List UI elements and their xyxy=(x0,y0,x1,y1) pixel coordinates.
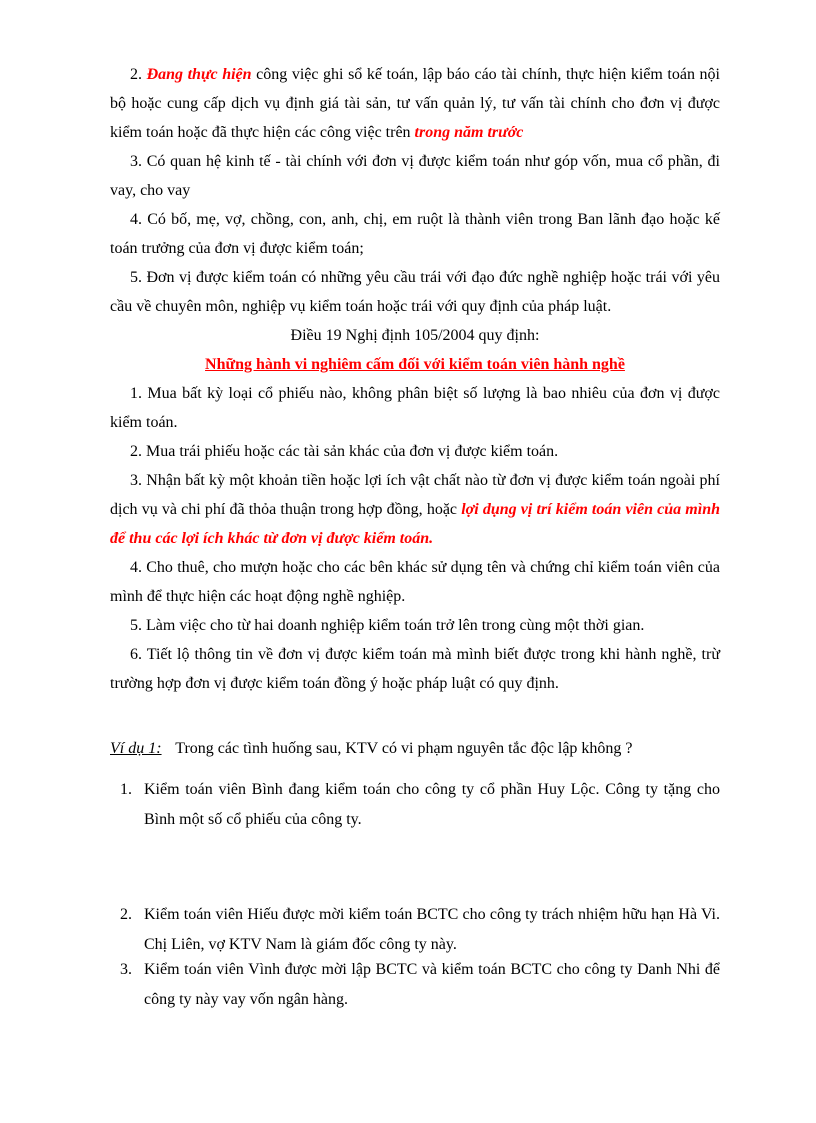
emphasis: Đang thực hiện xyxy=(146,66,252,83)
article-item-4: 4. Cho thuê, cho mượn hoặc cho các bên khác sử dụng tên và chứng chỉ kiểm toán viên của mình để thực hiện các hoạt động nghề nghiệp. xyxy=(110,559,720,605)
list-item: 3. Kiểm toán viên Vình được mời lập BCTC và kiểm toán BCTC cho công ty Danh Nhi để công ty này vay vốn ngân hàng. xyxy=(120,961,720,1008)
article-title: Những hành vi nghiêm cấm đối với kiểm toán viên hành nghề xyxy=(205,356,625,373)
paragraph-5: 5. Đơn vị được kiểm toán có những yêu cầu trái với đạo đức nghề nghiệp hoặc trái với yêu cầu về chuyên môn, nghiệp vụ kiểm toán hoặc trái với quy định của pháp luật. xyxy=(110,269,720,315)
article-item-2: 2. Mua trái phiếu hoặc các tài sản khác của đơn vị được kiểm toán. xyxy=(130,443,559,460)
example-question: Trong các tình huống sau, KTV có vi phạm nguyên tắc độc lập không ? xyxy=(175,740,633,757)
article-item-1: 1. Mua bất kỳ loại cổ phiếu nào, không phân biệt số lượng là bao nhiêu của đơn vị được kiểm toán. xyxy=(110,385,720,431)
article-item-5: 5. Làm việc cho từ hai doanh nghiệp kiểm toán trở lên trong cùng một thời gian. xyxy=(130,617,645,634)
article-item-6: 6. Tiết lộ thông tin về đơn vị được kiểm toán mà mình biết được trong khi hành nghề, trừ trường hợp đơn vị được kiểm toán đồng ý hoặc pháp luật có quy định. xyxy=(110,646,720,692)
example-label: Ví dụ 1: xyxy=(110,740,162,757)
emphasis: trong năm trước xyxy=(414,124,524,141)
list-item: 1. Kiểm toán viên Bình đang kiểm toán cho công ty cổ phần Huy Lộc. Công ty tặng cho Bình một số cổ phiếu của công ty. xyxy=(120,781,720,828)
emphasis: lợi dụng vị trí kiểm toán viên của mình để thu các lợi ích khác từ đơn vị được kiểm toán. xyxy=(110,501,720,547)
document-body xyxy=(110,60,720,698)
paragraph-4: 4. Có bố, mẹ, vợ, chồng, con, anh, chị, em ruột là thành viên trong Ban lãnh đạo hoặc kế toán trưởng của đơn vị được kiểm toán; xyxy=(110,211,720,257)
paragraph-2: 2. Đang thực hiện công việc ghi sổ kế toán, lập báo cáo tài chính, thực hiện kiểm toán nội bộ hoặc cung cấp dịch vụ định giá tài sản, tư vấn quản lý, tư vấn tài chính cho đơn vị được kiểm toán hoặc đã thực hiện các công việc trên trong năm trước xyxy=(110,66,720,141)
paragraph-3: 3. Có quan hệ kinh tế - tài chính với đơn vị được kiểm toán như góp vốn, mua cổ phần, đi vay, cho vay xyxy=(110,153,720,199)
article-heading: Điều 19 Nghị định 105/2004 quy định: xyxy=(290,327,540,344)
example-heading xyxy=(110,734,633,763)
article-item-3: 3. Nhận bất kỳ một khoản tiền hoặc lợi ích vật chất nào từ đơn vị được kiểm toán ngoài phí dịch vụ và chi phí đã thỏa thuận trong hợp đồng, hoặc lợi dụng vị trí kiểm toán viên của mình để thu các lợi ích khác từ đơn vị được kiểm toán. xyxy=(110,472,720,547)
list-item: 2. Kiểm toán viên Hiếu được mời kiểm toán BCTC cho công ty trách nhiệm hữu hạn Hà Vi. Chị Liên, vợ KTV Nam là giám đốc công ty này. xyxy=(120,906,720,953)
